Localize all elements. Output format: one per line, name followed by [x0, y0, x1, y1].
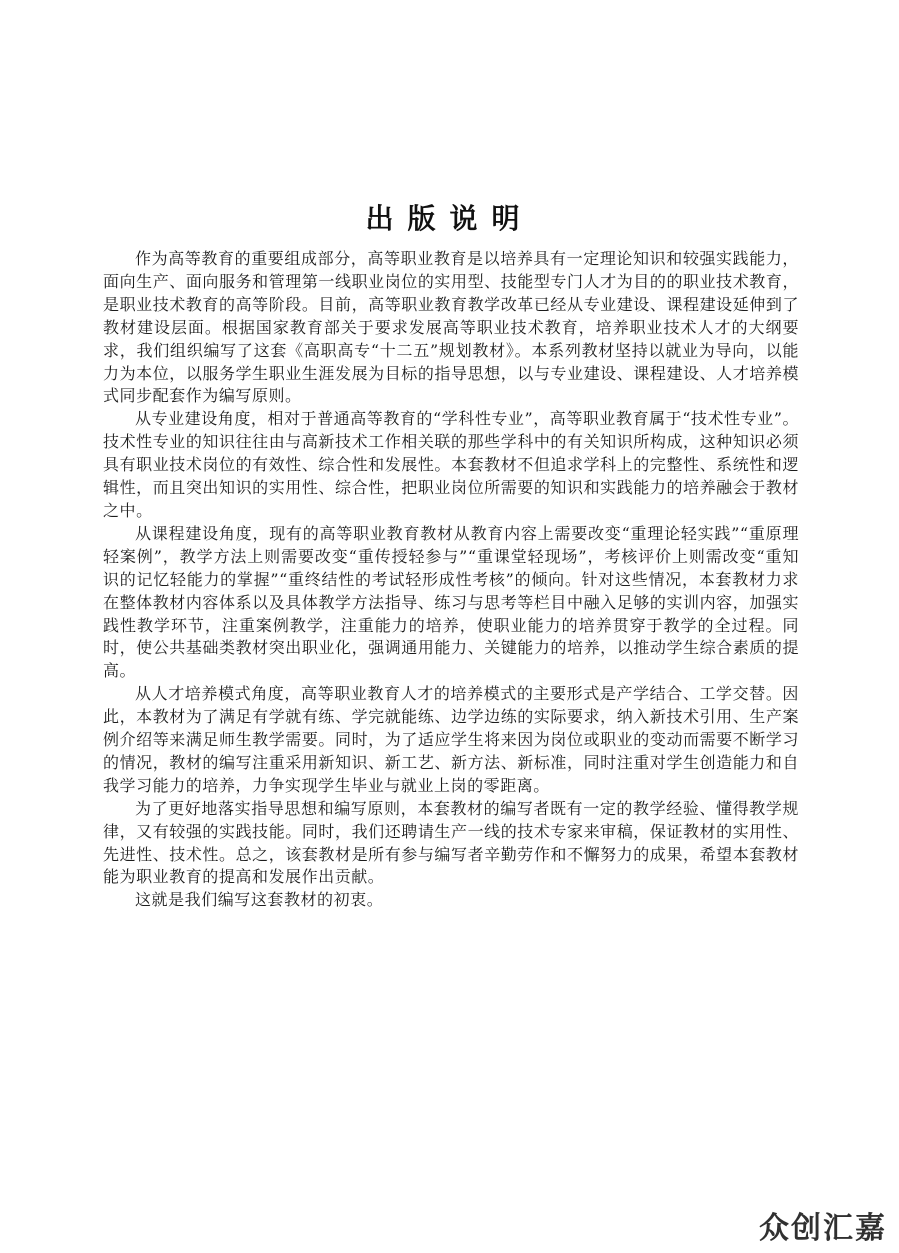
- body-text: [103, 248, 799, 912]
- paragraph-2: 从专业建设角度，相对于普通高等教育的“学科性专业”，高等职业教育属于“技术性专业”。技术性专业的知识往往由与高新技术工作相关联的那些学科中的有关知识所构成，这种知识必须具有职业技术岗位的有效性、综合性和发展性。本套教材不但追求学科上的完整性、系统性和逻辑性，而且突出知识的实用性、综合性，把职业岗位所需要的知识和实践能力的培养融会于教材之中。: [103, 409, 799, 520]
- paragraph-4: 从人才培养模式角度，高等职业教育人才的培养模式的主要形式是产学结合、工学交替。因此，本教材为了满足有学就有练、学完就能练、边学边练的实际要求，纳入新技术引用、生产案例介绍等来满足师生教学需要。同时，为了适应学生将来因为岗位或职业的变动而需要不断学习的情况，教材的编写注重采用新知识、新工艺、新方法、新标准，同时注重对学生创造能力和自我学习能力的培养，力争实现学生毕业与就业上岗的零距离。: [103, 684, 799, 795]
- paragraph-1: 作为高等教育的重要组成部分，高等职业教育是以培养具有一定理论知识和较强实践能力，面向生产、面向服务和管理第一线职业岗位的实用型、技能型专门人才为目的的职业技术教育，是职业技术教育的高等阶段。目前，高等职业教育教学改革已经从专业建设、课程建设延伸到了教材建设层面。根据国家教育部关于要求发展高等职业技术教育，培养职业技术人才的大纲要求，我们组织编写了这套《高职高专“十二五”规划教材》。本系列教材坚持以就业为导向，以能力为本位，以服务学生职业生涯发展为目标的指导思想，以与专业建设、课程建设、人才培养模式同步配套作为编写原则。: [103, 249, 799, 406]
- watermark-logo: 众创汇嘉: [759, 1211, 887, 1246]
- paragraph-3: 从课程建设角度，现有的高等职业教育教材从教育内容上需要改变“重理论轻实践”“重原理轻案例”，教学方法上则需要改变“重传授轻参与”“重课堂轻现场”，考核评价上则需改变“重知识的记忆轻能力的掌握”“重终结性的考试轻形成性考核”的倾向。针对这些情况，本套教材力求在整体教材内容体系以及具体教学方法指导、练习与思考等栏目中融入足够的实训内容，加强实践性教学环节，注重案例教学，注重能力的培养，使职业能力的培养贯穿于教学的全过程。同时，使公共基础类教材突出职业化，强调通用能力、关键能力的培养，以推动学生综合素质的提高。: [103, 523, 799, 681]
- paragraph-5: 为了更好地落实指导思想和编写原则，本套教材的编写者既有一定的教学经验、懂得教学规律，又有较强的实践技能。同时，我们还聘请生产一线的技术专家来审稿，保证教材的实用性、先进性、技术性。总之，该套教材是所有参与编写者辛勤劳作和不懈努力的成果，希望本套教材能为职业教育的提高和发展作出贡献。: [103, 798, 799, 887]
- page-title: 出版说明: [365, 201, 534, 235]
- paragraph-6: 这就是我们编写这套教材的初衷。: [135, 890, 384, 910]
